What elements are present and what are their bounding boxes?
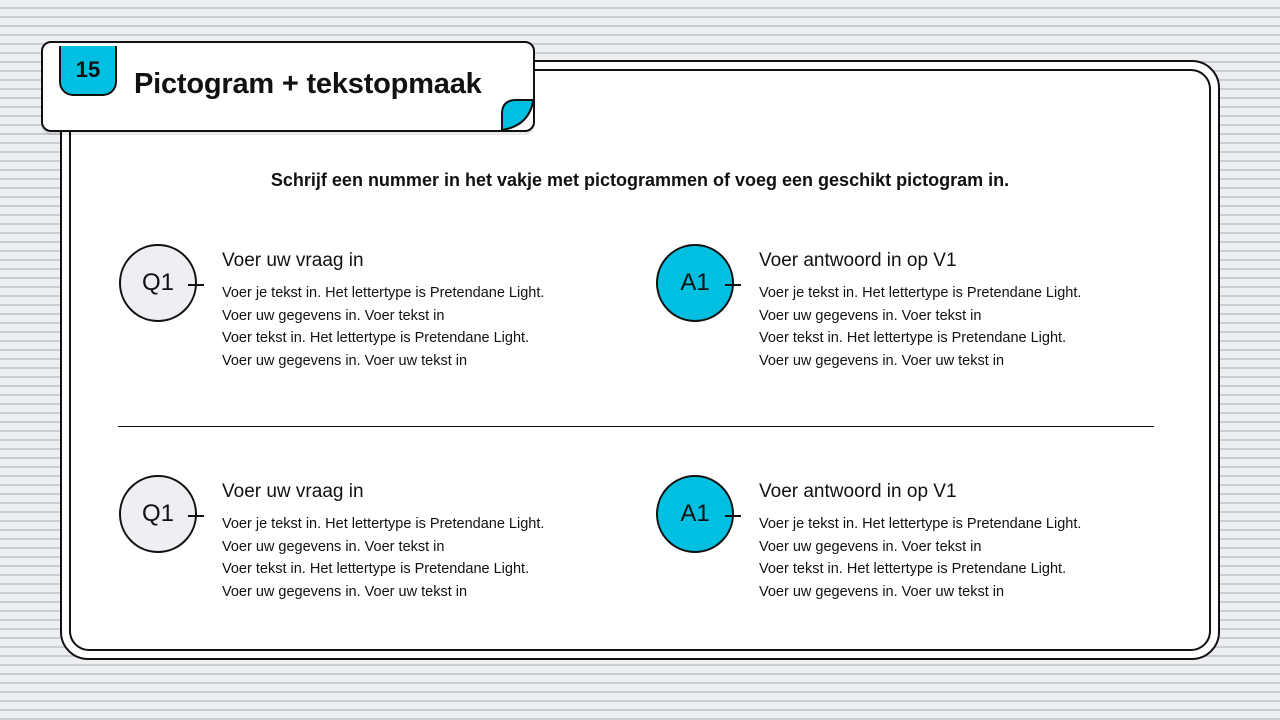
slide-number-tab: 15 xyxy=(59,46,117,96)
body-line: Voer uw gegevens in. Voer uw tekst in xyxy=(222,583,468,600)
item-heading: Voer antwoord in op V1 xyxy=(759,481,957,502)
item-heading: Voer antwoord in op V1 xyxy=(759,250,957,271)
item-body xyxy=(759,513,1081,603)
answer-badge-icon: A1 xyxy=(656,244,734,322)
answer-item xyxy=(656,244,1116,374)
body-line: Voer uw gegevens in. Voer tekst in xyxy=(222,307,445,324)
page-title: Pictogram + tekstopmaak xyxy=(134,68,482,100)
body-line: Voer uw gegevens in. Voer uw tekst in xyxy=(222,352,468,369)
connector-line xyxy=(188,515,204,517)
connector-line xyxy=(725,284,741,286)
item-heading: Voer uw vraag in xyxy=(222,250,364,271)
body-line: Voer tekst in. Het lettertype is Pretendane Light. xyxy=(759,330,1067,347)
body-line: Voer je tekst in. Het lettertype is Pretendane Light. xyxy=(759,516,1082,532)
body-line: Voer uw gegevens in. Voer tekst in xyxy=(759,307,982,324)
body-line: Voer tekst in. Het lettertype is Pretendane Light. xyxy=(222,330,530,347)
item-heading: Voer uw vraag in xyxy=(222,481,364,502)
question-item xyxy=(119,244,579,374)
question-badge-icon: Q1 xyxy=(119,475,197,553)
body-line: Voer tekst in. Het lettertype is Pretendane Light. xyxy=(759,561,1067,578)
answer-badge-icon: A1 xyxy=(656,475,734,553)
body-line: Voer je tekst in. Het lettertype is Pretendane Light. xyxy=(759,285,1082,301)
body-line: Voer uw gegevens in. Voer uw tekst in xyxy=(759,352,1005,369)
instruction-text: Schrijf een nummer in het vakje met pictogrammen of voeg een geschikt pictogram in. xyxy=(270,170,1010,190)
item-body xyxy=(222,513,544,603)
item-body xyxy=(222,282,544,372)
question-badge-icon: Q1 xyxy=(119,244,197,322)
question-item xyxy=(119,475,579,605)
body-line: Voer je tekst in. Het lettertype is Pretendane Light. xyxy=(222,285,545,301)
connector-line xyxy=(725,515,741,517)
body-line: Voer uw gegevens in. Voer tekst in xyxy=(222,538,445,555)
page-fold-icon xyxy=(498,96,538,132)
section-divider xyxy=(118,426,1154,427)
connector-line xyxy=(188,284,204,286)
answer-item xyxy=(656,475,1116,605)
body-line: Voer uw gegevens in. Voer tekst in xyxy=(759,538,982,555)
body-line: Voer tekst in. Het lettertype is Pretendane Light. xyxy=(222,561,530,578)
item-body xyxy=(759,282,1081,372)
body-line: Voer uw gegevens in. Voer uw tekst in xyxy=(759,583,1005,600)
body-line: Voer je tekst in. Het lettertype is Pretendane Light. xyxy=(222,516,545,532)
